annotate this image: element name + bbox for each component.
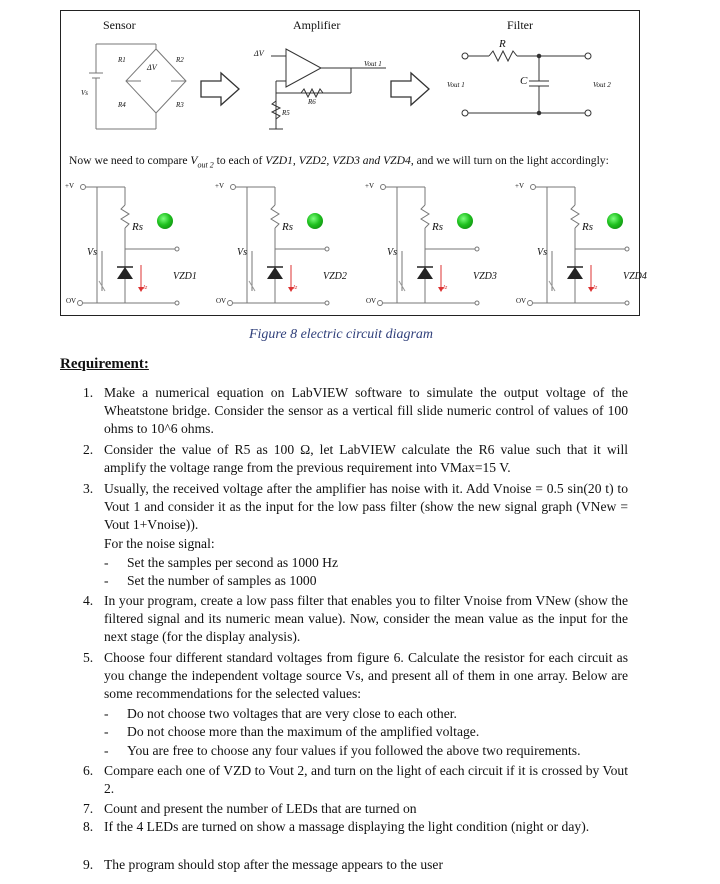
vs-label: Vs [387,247,397,258]
voltage-sub-item-1: - Do not choose two voltages that are very close to each other. [104,706,457,721]
vout1-in-label: Vout 1 [447,81,465,89]
arrow-2 [391,73,429,105]
zener-circuit-schematic [215,181,355,313]
requirement-item-9: 9. The program should stop after the message appears to the user [83,857,443,872]
noise-sub-item-1: - Set the samples per second as 1000 Hz [104,555,339,570]
r3-label: R3 [176,101,184,109]
ov-label: OV [66,297,77,305]
zener-circuit-4 [515,181,655,313]
zener-circuit-schematic [515,181,655,313]
vout1-label: Vout 1 [364,60,382,68]
zener-circuit-schematic [65,181,205,313]
vs-label: Vs [537,247,547,258]
amplifier-label: Amplifier [293,18,341,32]
vzd-label: VZD1 [173,271,197,282]
rs-label: Rs [132,221,143,233]
vplus-label: +V [65,182,75,190]
figure-caption: Figure 8 electric circuit diagram [248,327,434,342]
requirement-item-4: 4. In your program, create a low pass filter that enables you to filter Vnoise from VNew (show the filtered signal and its numeric mean value). Now, consider the mean value as the input for the next stage (for the display analysis). [83,593,628,645]
ov-label: OV [516,297,527,305]
circuit-figure [60,10,647,316]
vout2-label: Vout 2 [593,81,611,89]
zener-circuit-3 [365,181,505,313]
vzd-label: VZD2 [323,271,347,282]
vplus-label: +V [515,182,525,190]
vplus-label: +V [215,182,225,190]
vzd-label: VZD3 [473,271,497,282]
zener-circuit-schematic [365,181,505,313]
led-indicator [457,213,473,229]
rs-label: Rs [582,221,593,233]
compare-sentence: Now we need to compare $V_{out 2}$ to each of VZD1, VZD2, VZD3 and VZD4, and we will turn on the light accordingly: [69,154,609,170]
r1-label: R1 [118,56,126,64]
dv-amp-label: ΔV [254,49,264,58]
led-indicator [607,213,623,229]
r5-label: R5 [282,109,290,117]
iz-label: Iz [143,285,148,291]
zener-circuit-1 [65,181,205,313]
led-indicator [307,213,323,229]
noise-sub-item-2: - Set the number of samples as 1000 [104,573,317,588]
vs-label: Vs [237,247,247,258]
r2-label: R2 [176,56,184,64]
wheatstone-bridge [89,44,186,129]
ov-label: OV [216,297,227,305]
vzd-label: VZD4 [623,271,647,282]
c-filter-label: C [520,75,528,87]
r-filter-label: R [499,38,506,50]
requirement-item-5: 5. Choose four different standard voltages from figure 6. Calculate the resistor for each circuit as you change the independent voltage source Vs, and present all of them in one array. Below are some recommendations for the selected values: [83,650,628,702]
requirement-item-3: 3. Usually, the received voltage after the amplifier has noise with it. Add Vnoise = 0.5 sin(20 t) to Vout 1 and consider it as the input for the low pass filter (show the new signal graph (VNew = Vout 1+Vnoise)). For the noise signal: [83,481,628,551]
arrow-1 [201,73,239,105]
ov-label: OV [366,297,377,305]
sensor-label: Sensor [103,18,136,32]
r6-label: R6 [308,98,316,106]
led-indicator [157,213,173,229]
requirement-heading: Requirement: [60,356,149,372]
voltage-sub-item-3: - You are free to choose any four values if you followed the above two requirements. [104,743,581,758]
requirement-item-6: 6. Compare each one of VZD to Vout 2, and turn on the light of each circuit if it is crossed by Vout 2. [83,763,628,797]
rs-label: Rs [432,221,443,233]
dv-bridge-label: ΔV [147,63,157,72]
r4-label: R4 [118,101,126,109]
vs-label: Vs [87,247,97,258]
iz-label: Iz [293,285,298,291]
requirement-item-1: 1. Make a numerical equation on LabVIEW software to simulate the output voltage of the Wheatstone bridge. Consider the sensor as a vertical fill slide numeric control of values of 100 ohms to 10^6 ohms. [83,385,628,437]
requirement-item-7: 7. Count and present the number of LEDs that are turned on [83,801,417,816]
voltage-sub-item-2: - Do not choose more than the maximum of the amplified voltage. [104,724,480,739]
zener-circuit-2 [215,181,355,313]
requirement-item-2: 2. Consider the value of R5 as 100 Ω, let LabVIEW calculate the R6 value such that it will amplify the voltage range from the previous requirement into VMax=15 V. [83,442,628,476]
top-circuit-diagram [61,11,641,146]
rs-label: Rs [282,221,293,233]
vplus-label: +V [365,182,375,190]
filter-label: Filter [507,18,533,32]
requirement-item-8: 8. If the 4 LEDs are turned on show a massage displaying the light condition (night or day). [83,819,590,834]
vs-bridge-label: Vs [81,89,88,97]
iz-label: Iz [593,285,598,291]
iz-label: Iz [443,285,448,291]
